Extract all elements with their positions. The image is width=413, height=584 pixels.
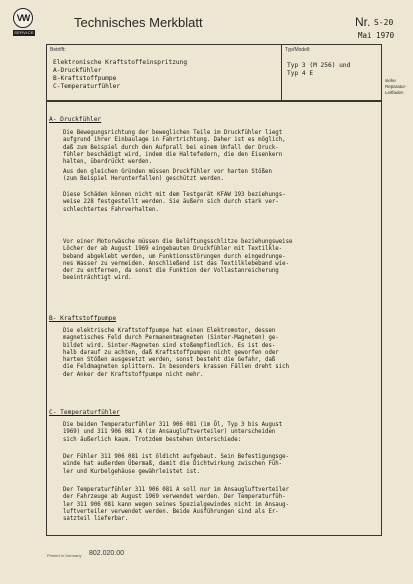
vw-service-label: SERVICE [14,30,34,35]
vw-logo-badge: VW [13,8,33,28]
section-b-title: B- Kraftstoffpumpe [49,315,117,322]
betreff-label: Betrifft: [50,47,66,53]
vw-logo [13,8,35,37]
section-a-para-4: Vor einer Motorwäsche müssen die Belüftungsschlitze beziehungsweise Löcher der ab August 1969 eingebauten Druckfühler mit Textilkle- beband abgeklebt werden, um Funktionsstörungen durch eingedrunge- nes Wasser zu vermeiden. Anschließend ist das Textilklebeband wie- der zu entfernen, da sonst die Funktion der Vollastanreicherung beeinträchtigt wird. [63,239,293,282]
side-note: siehe Reparatur- Leitfaden [385,78,407,95]
section-b-para-1: Die elektrische Kraftstoffpumpe hat einen Elektromotor, dessen magnetisches Feld durch Permanentmagneten (Sinter-Magneten) ge- bildet wird. Sinter-Magneten sind stoßempfindlich. Es ist des- halb darauf zu achten, daß Kraftstoffpumpen nicht geworfen oder harten Stößen ausgesetzt werden, sonst besteht die Gefahr, daß die Feldmagneten splittern. In besonders krassen Fällen dreht sich der Anker der Kraftstoffpumpe nicht mehr. [63,328,289,378]
document-code: 802.020.00 [89,550,125,557]
printed-note: Printed in Germany [47,553,82,558]
subject-divider [281,45,282,100]
subject-box [46,44,382,101]
issue-date: Mai 1970 [358,31,395,40]
section-c-title: C- Temperaturfühler [49,409,120,416]
typ-text: Typ 3 (M 256) und Typ 4 E [287,62,351,77]
section-c-para-2: Der Fühler 311 906 081 ist öldicht aufgebaut. Sein Befestigungsge- winde hat außerdem Übermaß, damit die Dichtwirkung zwischen Füh- ler und Kurbelgehäuse gewährleistet ist. [63,454,289,475]
section-a-para-2: Aus den gleichen Gründen müssen Druckfühler vor harten Stößen (zum Beispiel Herunterfallen) geschützt werden. [63,169,272,183]
section-a-para-1: Die Bewegungsrichtung der beweglichen Teile im Druckfühler liegt aufgrund ihrer Einbaulage in Fahrtrichtung. Daher ist es möglich, daß zum Beispiel durch den Aufprall bei einem Unfall der Druck- fühler beschädigt wird, indem die Haltefedern, die den Eisenkern halten, überdrückt werden. [63,130,286,166]
section-a-title: A- Druckfühler [49,116,102,123]
section-a-para-3: Diese Schäden können nicht mit dem Testgerät KFAW 193 beziehungs- weise 228 festgestellt werden. Sie äußern sich durch stark ver- schlechtertes Fahrverhalten. [63,192,286,213]
typ-label: Typ/Modell: [285,47,311,53]
betreff-text: Elektronische Kraftstoffeinspritzung A-Druckfühler B-Kraftstoffpumpe C-Temperaturfühler [53,59,188,90]
section-c-para-1: Die beiden Temperaturfühler 311 906 081 (im Öl, Typ 3 bis August 1969) und 311 906 081 A (im Ansaugluftverteiler) unterscheiden sich äußerlich kaum. Trotzdem bestehen Unterschiede: [63,422,283,443]
document-title: Technisches Merkblatt [74,15,203,30]
number-value: S-20 [374,18,394,27]
number-label: Nr. [355,15,371,29]
content-box [46,101,382,536]
section-c-para-3: Der Temperaturfühler 311 906 081 A soll nur im Ansaugluftverteiler der Fahrzeuge ab August 1969 verwendet werden. Der Temperaturfüh- ler 311 906 081 kann wegen seines Spezialgewindes nicht im Ansaug- luftverteiler verwendet werden. Beide Ausführungen sind als Er- satzteil lieferbar. [63,487,289,523]
